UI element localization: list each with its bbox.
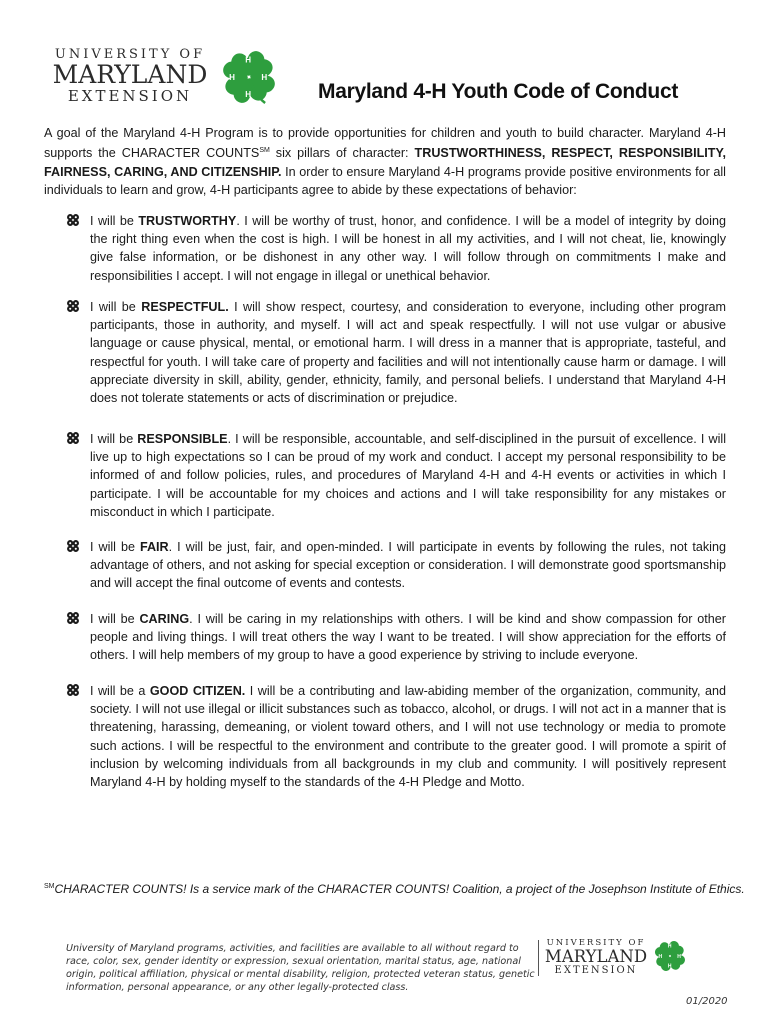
svg-text:H: H — [667, 943, 672, 950]
logo-maryland: MARYLAND — [52, 60, 208, 89]
clover-bullet-icon — [66, 539, 80, 553]
extension-logo-header — [50, 48, 280, 106]
clover-bullet-icon — [66, 213, 80, 227]
pillar-name: CARING — [139, 612, 190, 626]
footnote-text: CHARACTER COUNTS! Is a service mark of the CHARACTER COUNTS! Coalition, a project of the Josephson Institute of Ethics. — [54, 882, 745, 896]
logo-extension: EXTENSION — [67, 87, 193, 105]
footer-wordmark — [544, 938, 648, 976]
pillar-name: FAIR — [139, 540, 169, 554]
pillar-prefix: I will be — [90, 432, 138, 446]
nondiscrimination-disclaimer: University of Maryland programs, activities, and facilities are available to all without regard to race, color, sex, gender identity or expression, sexual orientation, marital status, age, national origin, political affiliation, physical or mental disability, religion, protected veteran status, genetic information, personal appearance, or any other legally-protected class. — [66, 943, 535, 993]
pillar-prefix: I will be — [90, 214, 139, 228]
intro-pillars: TRUSTWORTHINESS, RESPECT, RESPONSIBILITY, FAIRNESS, CARING, AND CITIZENSHIP. — [44, 146, 726, 179]
pillar-item-caring — [66, 610, 726, 682]
pillar-text: . I will be caring in my relationships with others. I will be kind and show compassion for other people and living things. I will treat others the way I want to be treated. I will show appreciation for the efforts of others. I will help members of my group to have a good experience by striving to include everyone. — [90, 612, 726, 663]
svg-text:H: H — [229, 73, 235, 83]
intro-text-2: six pillars of character: — [269, 146, 415, 161]
intro-text-1: A goal of the Maryland 4-H Program is to provide opportunities for children and youth to build character. Maryland 4-H supports the CHARACTER COUNTS — [44, 126, 726, 161]
clover-bullet-icon — [66, 611, 80, 625]
service-mark-sup: SM — [259, 147, 270, 155]
pillar-item-respectful — [66, 298, 726, 430]
pillar-text: . I will be worthy of trust, honor, and confidence. I will be a model of integrity by doing the right thing even when the cost is high. I will be honest in all my activities, and I will not cheat, lie, knowingly give false information, or be dishonest in any other way. I will follow through on commitments I make and responsibilities I accept. I will not engage in illegal or unethical behavior. — [90, 214, 726, 283]
footer-logo-university-of: UNIVERSITY OF — [546, 938, 646, 948]
four-h-clover-icon — [652, 938, 688, 974]
extension-logo-footer — [544, 938, 744, 978]
pillar-item-fair — [66, 538, 726, 610]
footer-divider — [538, 940, 539, 976]
footnote-sup: SM — [44, 883, 55, 890]
intro-text-3: In order to ensure Maryland 4-H programs provide positive environments for all individuals to learn and grow, 4-H participants agree to abide by these expectations of behavior: — [44, 165, 726, 198]
pillar-name: RESPECTFUL. — [141, 300, 229, 314]
clover-bullet-icon — [66, 431, 80, 445]
clover-bullet-icon — [66, 683, 80, 697]
svg-text:H: H — [667, 963, 672, 970]
pillar-text: . I will be just, fair, and open-minded. I will participate in events by following the rules, not taking advantage of others, and not asking for special exception or consideration. I will demonstrate good sportsmanship and will accept the final outcome of events and contests. — [90, 540, 726, 591]
pillar-text: I will show respect, courtesy, and consideration to everyone, including other program participants, those in authority, and myself. I will act and speak respectfully. I will not use vulgar or abusive language or cause physical, mental, or emotional harm. I will dress in a manner that is appropriate, tasteful, and respectful for youth. I will take care of property and facilities and will not intentionally cause harm or damage. I will appreciate diversity in skill, ability, gender, ethnicity, family, and personal beliefs. I understand that Maryland 4-H does not tolerate statements or acts of discrimination or prejudice. — [90, 300, 727, 406]
pillar-prefix: I will be — [90, 540, 140, 554]
footer-logo-extension: EXTENSION — [554, 965, 638, 976]
pillar-item-trustworthy — [66, 212, 726, 298]
pillar-name: GOOD CITIZEN. — [149, 684, 246, 698]
pillar-prefix: I will be a — [90, 684, 150, 698]
pillar-text: . I will be responsible, accountable, and self-disciplined in the pursuit of excellence. I will live up to high expectations so I can be proud of my work and conduct. I accept my personal responsibility to be informed of and follow policies, rules, and procedures of Maryland 4-H and 4-H events or activities in which I participate. I will be accountable for my choices and actions and I will take responsibility for any mistakes or misconduct in which I participate. — [90, 432, 726, 519]
pillar-item-responsible — [66, 430, 726, 538]
svg-text:H: H — [245, 89, 252, 99]
pillar-name: RESPONSIBLE — [137, 432, 228, 446]
pillar-item-good-citizen — [66, 682, 726, 791]
svg-text:H: H — [658, 953, 663, 960]
pillar-text: I will be a contributing and law-abiding member of the organization, community, and society. I will not use illegal or illicit substances such as tobacco, alcohol, or drugs. I will not act in a manner that is threatening, harassing, demeaning, or violent toward others, and I will not use technology or media to promote such actions. I will be respectful to the environment and contribute to the greater good. I will promote a spirit of inclusion by welcoming individuals from all backgrounds in my club and community. I will positively represent Maryland 4-H by holding myself to the standards of the 4-H Pledge and Motto. — [90, 684, 727, 790]
page-title: Maryland 4-H Youth Code of Conduct — [318, 80, 679, 103]
pillar-prefix: I will be — [90, 300, 142, 314]
extension-wordmark — [50, 48, 210, 104]
service-mark-footnote — [44, 882, 745, 896]
clover-bullet-icon — [66, 299, 80, 313]
svg-text:H: H — [677, 953, 681, 960]
footer-logo-maryland: MARYLAND — [544, 947, 648, 966]
logo-university-of: UNIVERSITY OF — [54, 47, 206, 62]
pillar-prefix: I will be — [90, 612, 140, 626]
svg-text:H: H — [245, 55, 252, 65]
intro-paragraph — [44, 124, 726, 200]
four-h-clover-icon — [218, 46, 280, 108]
pillar-name: TRUSTWORTHY — [138, 214, 237, 228]
svg-text:H: H — [261, 73, 268, 83]
pillars-list — [66, 212, 726, 791]
revision-date: 01/2020 — [686, 996, 728, 1007]
